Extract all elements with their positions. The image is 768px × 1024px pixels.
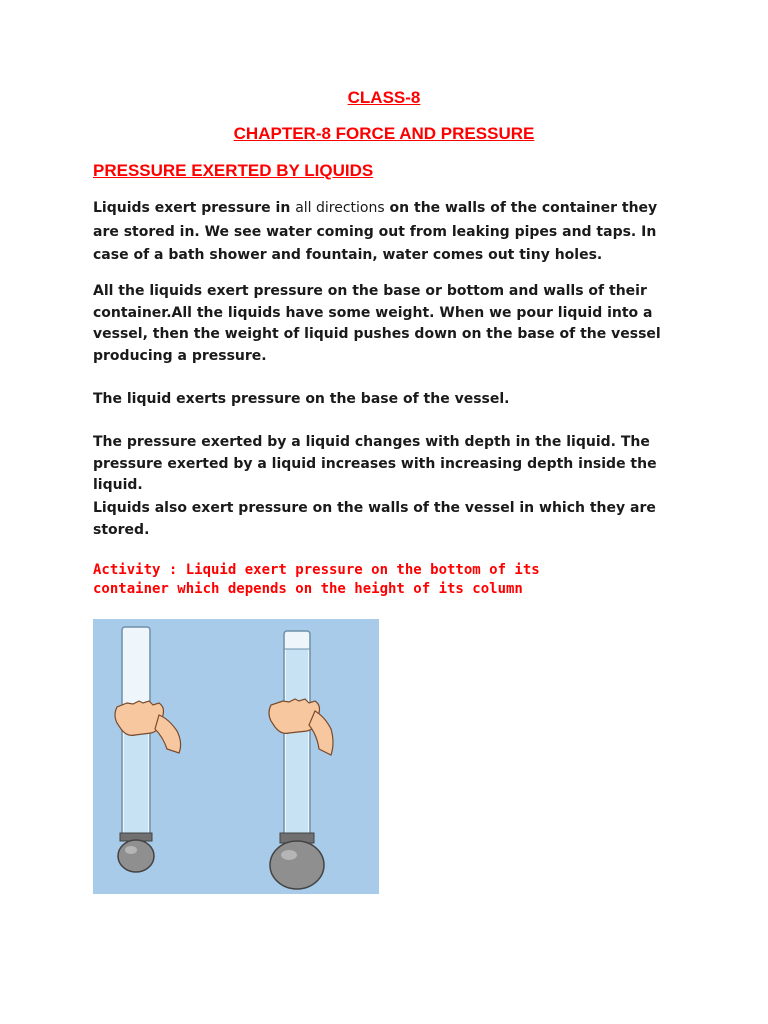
activity-text: Activity : Liquid exert pressure on the bottom of its container which depends on the height of its column (93, 562, 540, 597)
left-balloon-highlight (125, 846, 137, 854)
right-tube-water (286, 649, 308, 833)
chapter-title: CHAPTER-8 FORCE AND PRESSURE (233, 124, 535, 143)
activity-illustration (93, 619, 379, 894)
tubes-illustration-svg (93, 619, 379, 894)
left-rubber-balloon (118, 840, 154, 872)
intro-text-rest: on the walls of the container they are stored in. We see water coming out from leaking pipes and taps. In case of a bath shower and fountain, water comes out tiny holes. (93, 200, 658, 263)
intro-paragraph (93, 197, 683, 268)
right-balloon-highlight (281, 850, 297, 860)
paragraph-walls: Liquids also exert pressure on the walls of the vessel in which they are stored. (93, 500, 656, 538)
right-rubber-balloon (270, 841, 324, 889)
paragraph-depth: The pressure exerted by a liquid changes with depth in the liquid. The pressure exerted by a liquid increases with increasing depth inside the liquid. (93, 434, 657, 493)
class-title: CLASS-8 (347, 88, 421, 107)
paragraph-base-vessel: The liquid exerts pressure on the base of the vessel. (93, 391, 510, 407)
intro-text-all-directions: all directions (295, 200, 385, 216)
paragraph-base-pressure: All the liquids exert pressure on the base or bottom and walls of their container.All the liquids have some weight. When we pour liquid into a vessel, then the weight of liquid pushes down on the base of the vessel producing a pressure. (93, 283, 661, 364)
left-tube-water (124, 721, 148, 833)
intro-text-start: Liquids exert pressure in (93, 200, 296, 216)
section-title: PRESSURE EXERTED BY LIQUIDS (93, 161, 374, 180)
